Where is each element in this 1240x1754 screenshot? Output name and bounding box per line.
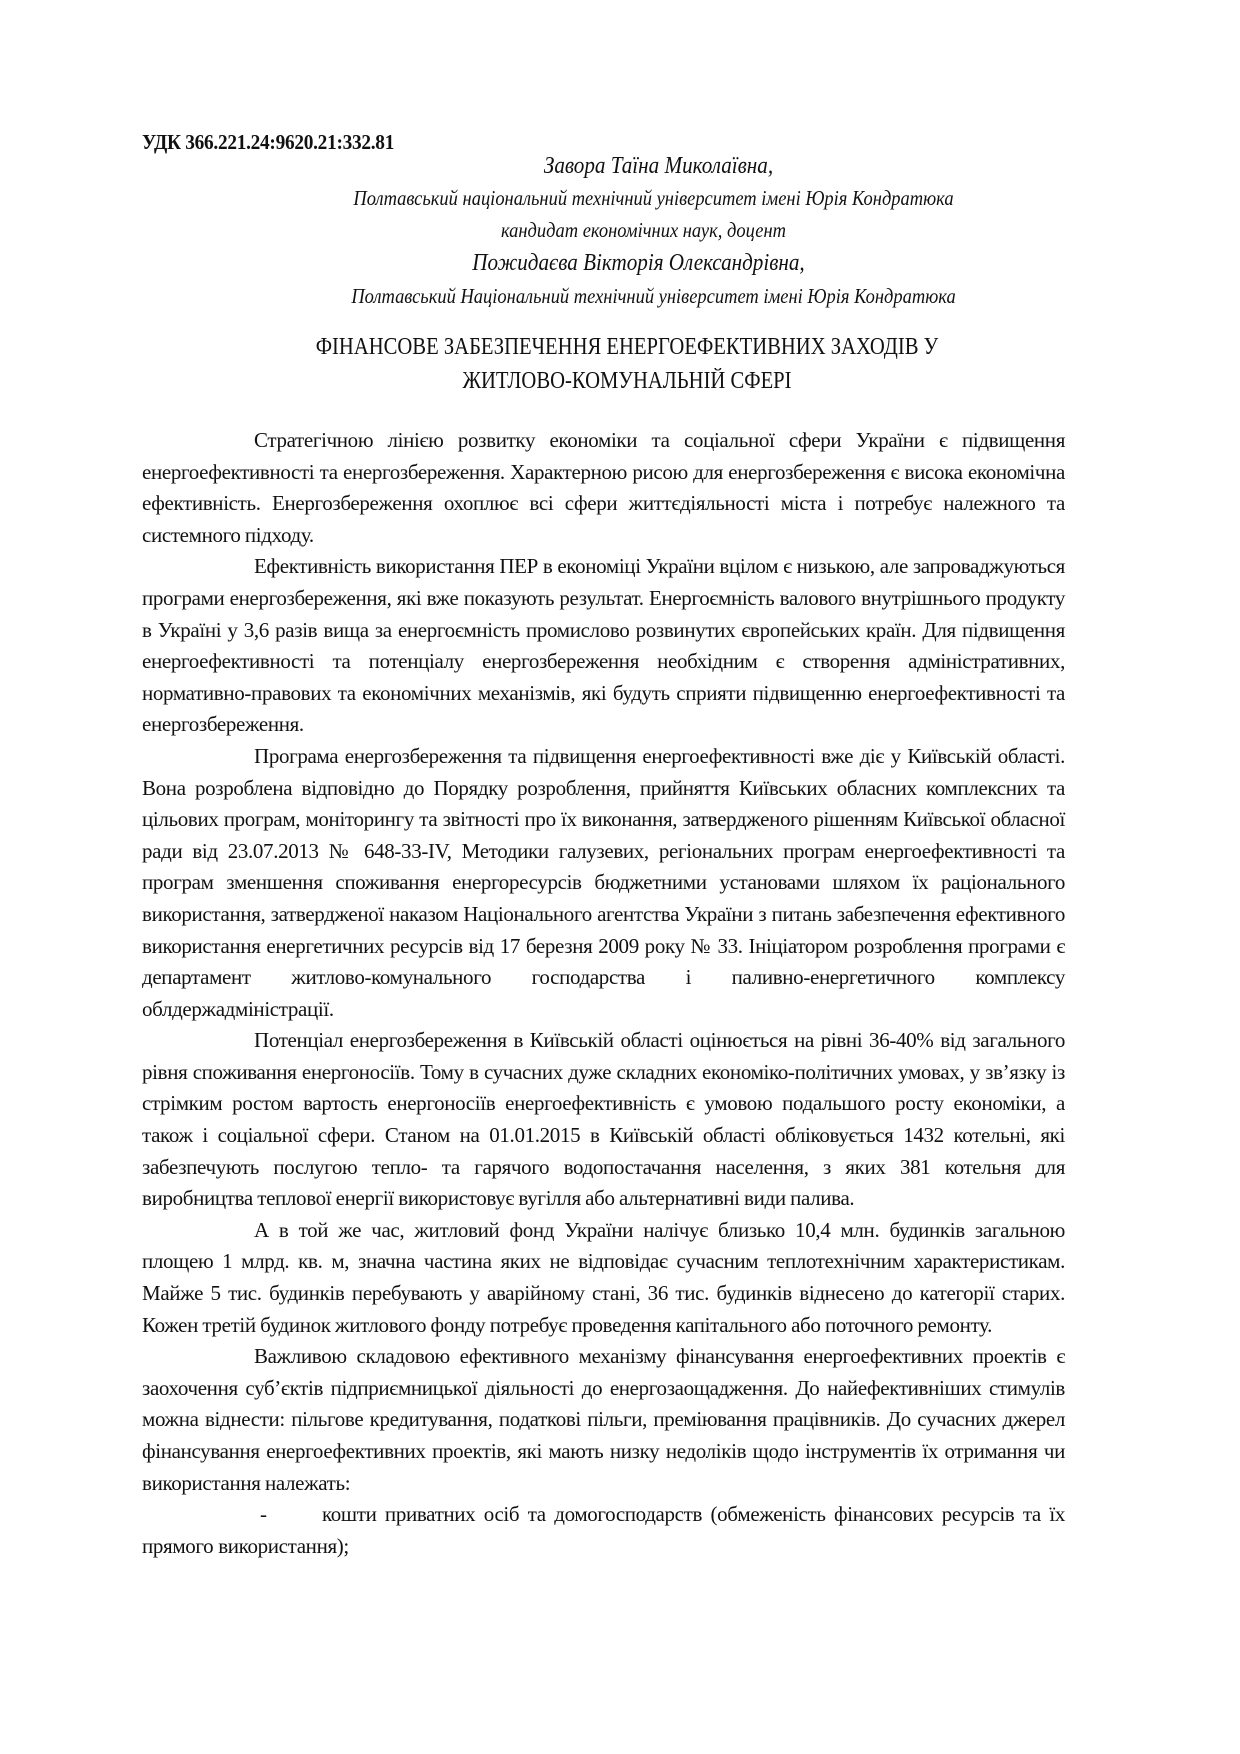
list-dash-marker: -	[260, 1502, 267, 1527]
paragraph-1: Стратегічною лінією розвитку економіки та соціальної сфери України є підвищення енергоефективності та енергозбереження. Характерною рисою для енергозбереження є висока економічна ефективність. Енергозбереження охоплює всі сфери життєдіяльності міста і потребує належного та системного підходу.	[142, 428, 1065, 547]
author-block	[142, 150, 1065, 312]
list-item	[142, 1499, 1065, 1562]
author-affiliation-2: Полтавський Національний технічний університет імені Юрія Кондратюка	[351, 284, 956, 308]
paragraph-4: Потенціал енергозбереження в Київській області оцінюється на рівні 36-40% від загального рівня споживання енергоносіїв. Тому в сучасних дуже складних економіко-політичних умовах, у зв’язку із стрімким ростом вартость енергоносіїв енергоефективність є умовою подальшого росту економіки, а також і соціальної сфери. Станом на 01.01.2015 в Київській області обліковується 1432 котельні, які забезпечують послугою тепло- та гарячого водопостачання населення, з яких 381 котельня для виробництва теплової енергії використовує вугілля або альтернативні види палива.	[142, 1028, 1065, 1211]
paper-title	[142, 330, 1112, 398]
udk-code: УДК 366.221.24:9620.21:332.81	[142, 130, 395, 154]
paragraph-6: Важливою складовою ефективного механізму фінансування енергоефективних проектів є заохочення суб’єктів підприємницької діяльності до енергозаощадження. До найефективніших стимулів можна віднести: пільгове кредитування, податкові пільги, преміювання працівників. До сучасних джерел фінансування енергоефективних проектів, які мають низку недоліків щодо інструментів їх отримання чи використання належать:	[142, 1344, 1065, 1495]
title-line-1: ФІНАНСОВЕ ЗАБЕЗПЕЧЕННЯ ЕНЕРГОЕФЕКТИВНИХ ЗАХОДІВ У	[315, 334, 939, 360]
paper-body	[142, 425, 1065, 1562]
paragraph-3: Програма енергозбереження та підвищення енергоефективності вже діє у Київській області. Вона розроблена відповідно до Порядку розроблення, прийняття Київських обласних комплексних та цільових програм, моніторингу та звітності про їх виконання, затвердженого рішенням Київської обласної ради від 23.07.2013 № 648-33-IV, Методики галузевих, регіональних програм енергоефективності та програм зменшення споживання енергоресурсів бюджетними установами шляхом їх раціонального використання, затвердженої наказом Національного агентства України з питань забезпечення ефективного використання енергетичних ресурсів від 17 березня 2009 року № 33. Ініціатором розроблення програми є департамент житлово-комунального господарства і паливно-енергетичного комплексу облдержадміністрації.	[142, 743, 1065, 1021]
title-line-2: ЖИТЛОВО-КОМУНАЛЬНІЙ СФЕРІ	[462, 368, 792, 394]
author-degree-1: кандидат економічних наук, доцент	[500, 218, 787, 242]
list-item-text: кошти приватних осіб та домогосподарств (обмеженість фінансових ресурсів та їх прямого використання);	[142, 1502, 1065, 1558]
author-affiliation-1: Полтавський національний технічний університет імені Юрія Кондратюка	[353, 186, 954, 210]
paragraph-2: Ефективність використання ПЕР в економіці України вцілом є низькою, але запроваджуються програми енергозбереження, які вже показують результат. Енергоємність валового внутрішнього продукту в Україні у 3,6 разів вища за енергоємність промислово розвинутих європейських країн. Для підвищення енергоефективності та потенціалу енергозбереження необхідним є створення адміністративних, нормативно-правових та економічних механізмів, які будуть сприяти підвищенню енергоефективності та енергозбереження.	[142, 554, 1065, 737]
author-name-1: Завора Таїна Миколаївна,	[543, 153, 774, 179]
paragraph-5: А в той же час, житловий фонд України налічує близько 10,4 млн. будинків загальною площею 1 млрд. кв. м, значна частина яких не відповідає сучасним теплотехнічним характеристикам. Майже 5 тис. будинків перебувають у аварійному стані, 36 тис. будинків віднесено до категорії старих. Кожен третій будинок житлового фонду потребує проведення капітального або поточного ремонту.	[142, 1217, 1065, 1337]
author-name-2: Пожидаєва Вікторія Олександрівна,	[472, 250, 805, 276]
